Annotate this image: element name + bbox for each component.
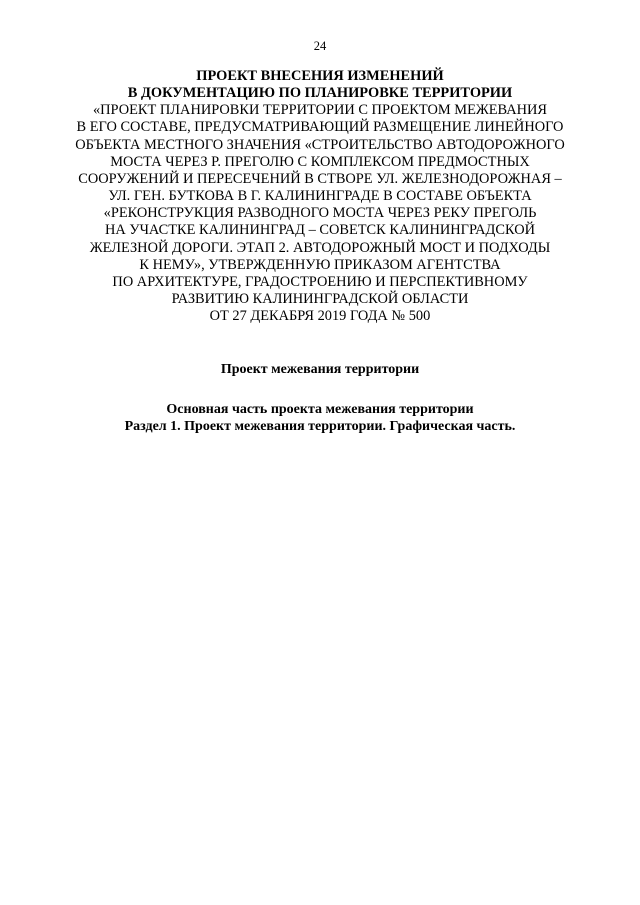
title-line: ПО АРХИТЕКТУРЕ, ГРАДОСТРОЕНИЮ И ПЕРСПЕКТИВНОМУ — [112, 273, 528, 290]
page-number: 24 — [313, 39, 327, 53]
title-line: СООРУЖЕНИЙ И ПЕРЕСЕЧЕНИЙ В СТВОРЕ УЛ. ЖЕЛЕЗНОДОРОЖНАЯ – — [78, 170, 562, 187]
project-heading: Проект межевания территории — [220, 362, 420, 377]
title-line: В ЕГО СОСТАВЕ, ПРЕДУСМАТРИВАЮЩИЙ РАЗМЕЩЕНИЕ ЛИНЕЙНОГО — [76, 119, 564, 136]
title-line: «РЕКОНСТРУКЦИЯ РАЗВОДНОГО МОСТА ЧЕРЕЗ РЕКУ ПРЕГОЛЬ — [103, 205, 537, 222]
section-heading: Раздел 1. Проект межевания территории. Графическая часть. — [124, 419, 516, 434]
title-line: УЛ. ГЕН. БУТКОВА В Г. КАЛИНИНГРАДЕ В СОСТАВЕ ОБЪЕКТА — [108, 188, 532, 205]
title-line: ОБЪЕКТА МЕСТНОГО ЗНАЧЕНИЯ «СТРОИТЕЛЬСТВО АВТОДОРОЖНОГО — [75, 136, 565, 153]
title-line: ЖЕЛЕЗНОЙ ДОРОГИ. ЭТАП 2. АВТОДОРОЖНЫЙ МОСТ И ПОДХОДЫ — [89, 239, 551, 256]
title-line-bold: ПРОЕКТ ВНЕСЕНИЯ ИЗМЕНЕНИЙ — [196, 68, 444, 84]
title-line: МОСТА ЧЕРЕЗ Р. ПРЕГОЛЮ С КОМПЛЕКСОМ ПРЕДМОСТНЫХ — [110, 153, 530, 170]
title-line: ОТ 27 ДЕКАБРЯ 2019 ГОДА № 500 — [209, 308, 431, 325]
title-line: РАЗВИТИЮ КАЛИНИНГРАДСКОЙ ОБЛАСТИ — [171, 291, 469, 308]
title-line-bold: В ДОКУМЕНТАЦИЮ ПО ПЛАНИРОВКЕ ТЕРРИТОРИИ — [127, 85, 513, 102]
title-line: «ПРОЕКТ ПЛАНИРОВКИ ТЕРРИТОРИИ С ПРОЕКТОМ МЕЖЕВАНИЯ — [92, 102, 548, 119]
title-line: К НЕМУ», УТВЕРЖДЕННУЮ ПРИКАЗОМ АГЕНТСТВА — [139, 256, 501, 273]
main-part-heading: Основная часть проекта межевания территории — [166, 402, 474, 417]
title-line: НА УЧАСТКЕ КАЛИНИНГРАД – СОВЕТСК КАЛИНИНГРАДСКОЙ — [105, 222, 535, 239]
document-title — [60, 68, 580, 325]
